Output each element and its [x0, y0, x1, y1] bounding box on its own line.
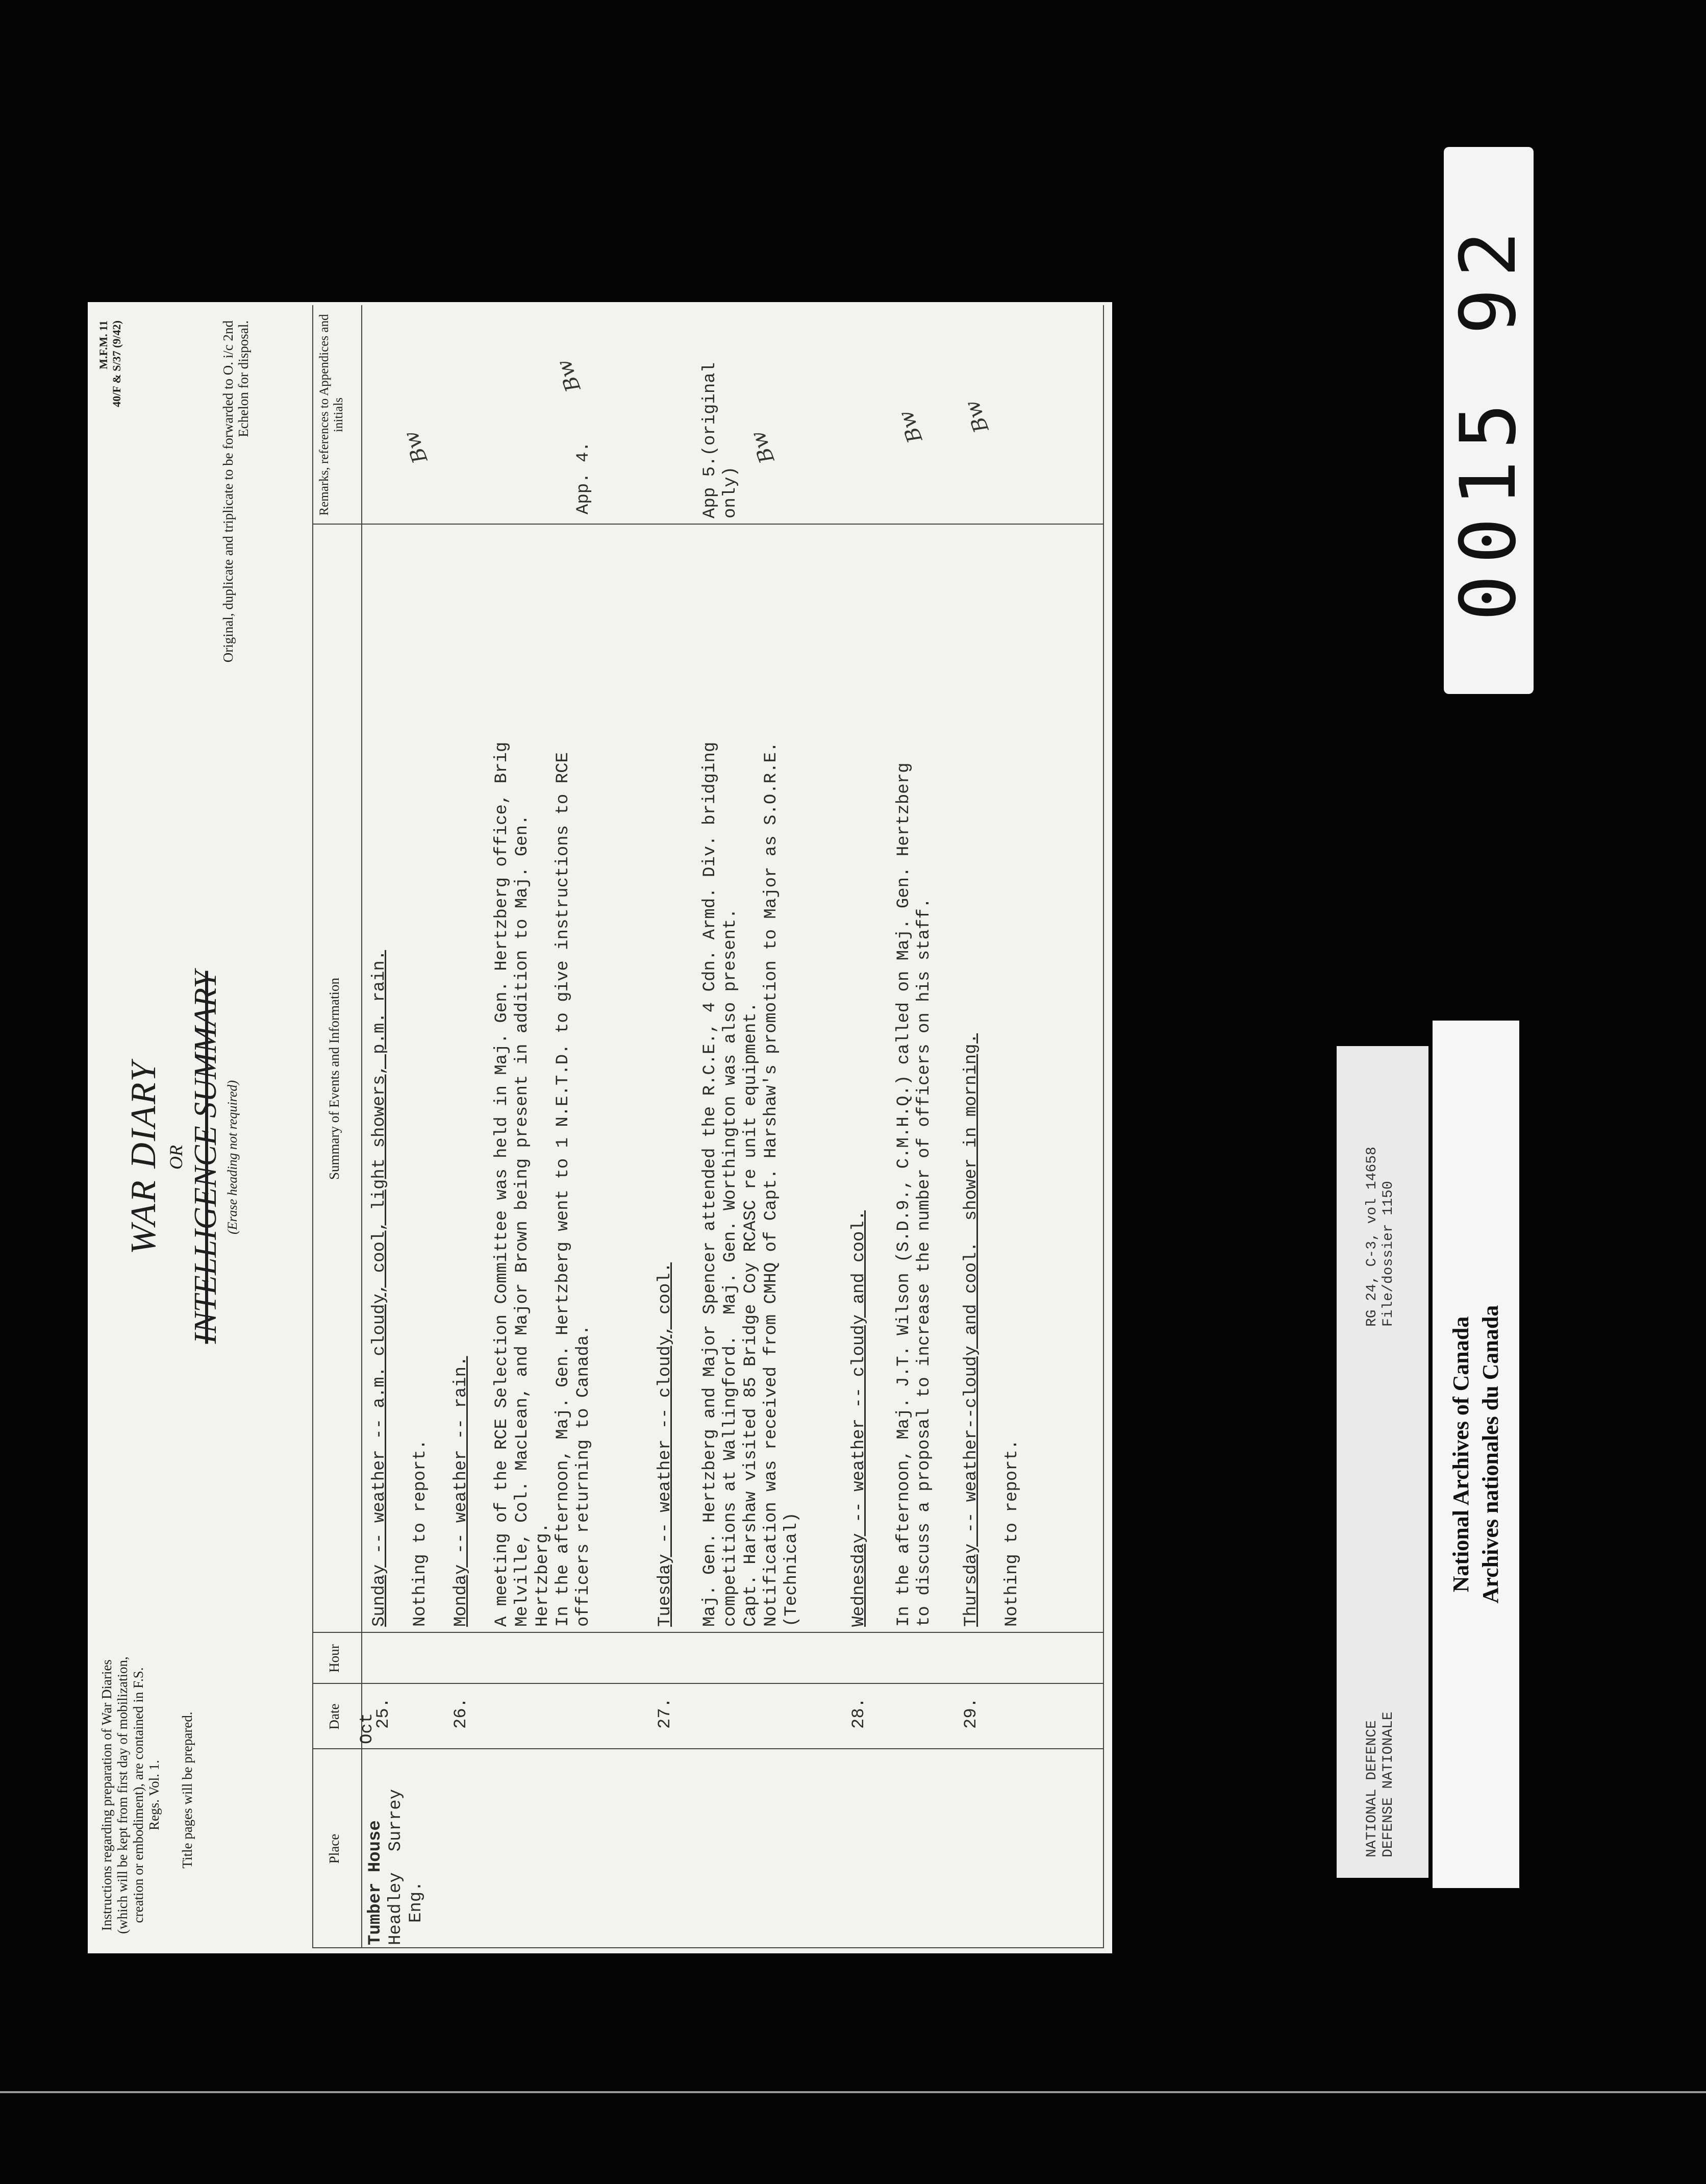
- nd-line-1: NATIONAL DEFENCE: [1364, 1720, 1380, 1857]
- place-column-divider: [312, 1748, 1103, 1749]
- entry-line: Maj. Gen. Hertzberg and Major Spencer attended the R.C.E., 4 Cdn. Armd. Div. bridging: [700, 741, 720, 1627]
- table-left-border: [312, 1947, 1103, 1948]
- title-block: [123, 877, 242, 1438]
- entry-line: officers returning to Canada.: [574, 1325, 593, 1627]
- entry-date: 27.: [656, 1697, 675, 1729]
- nac-line-french: Archives nationales du Canada: [1478, 1305, 1503, 1604]
- entry-line: Capt. Harshaw visited 85 Bridge Coy RCASC re unit equipment.: [741, 1002, 761, 1627]
- war-diary-sheet: [88, 302, 1112, 1953]
- entry-line: Wednesday -- weather -- cloudy and cool.: [849, 1210, 869, 1627]
- entry-date: 25.: [374, 1697, 393, 1729]
- header-bottom-border: [361, 305, 362, 1948]
- initials-signature: Bw: [894, 407, 927, 446]
- remarks-column-header: Remarks, references to Appendices and initials: [317, 314, 345, 516]
- entry-date: 28.: [849, 1697, 869, 1729]
- place-line-2: Headley Surrey: [386, 1789, 406, 1945]
- form-code-line-1: M.F.M. 11: [97, 320, 110, 369]
- entry-line: Notification was received from CMHQ of Capt. Harshaw's promotion to Major as S.O.R.E.: [762, 741, 781, 1627]
- entry-line: Monday -- weather -- rain.: [451, 1356, 471, 1627]
- rg-reference-line-2: File/dossier 1150: [1381, 1181, 1396, 1327]
- entry-line: Tuesday -- weather -- cloudy, cool.: [656, 1262, 675, 1627]
- entry-line: (Technical): [782, 1512, 801, 1627]
- appendix-reference: App. 4.: [574, 441, 593, 514]
- form-code-line-2: 40/F & S/37 (9/42): [110, 320, 123, 407]
- table-bottom-border: [1103, 305, 1104, 1948]
- scanner-edge-line: [0, 2091, 1706, 2093]
- entry-line: Thursday -- weather--cloudy and cool. shower in morning.: [962, 1033, 981, 1627]
- frame-number: 0015 92: [1444, 219, 1533, 622]
- war-diary-title: WAR DIARY: [124, 1060, 163, 1255]
- entry-line: Hertzberg.: [533, 1522, 553, 1627]
- national-archives-label: [1433, 1021, 1519, 1888]
- entry-line: competitions at Wallingford. Maj. Gen. Worthington was also present.: [721, 908, 740, 1627]
- entry-line: Nothing to report.: [1002, 1439, 1022, 1627]
- entry-line: Melville, Col. MacLean, and Major Brown being present in addition to Maj. Gen.: [513, 814, 532, 1627]
- place-line-1: Tumber House: [366, 1820, 385, 1945]
- initials-signature: Bw: [746, 428, 780, 466]
- entry-line: to discuss a proposal to increase the number of officers on his staff.: [915, 898, 934, 1627]
- entry-line: A meeting of the RCE Selection Committee was held in Maj. Gen. Hertzberg office, Brig: [492, 741, 512, 1627]
- entry-line: In the afternoon, Maj. J.T. Wilson (S.D.9., C.M.H.Q.) called on Maj. Gen. Hertzberg: [894, 762, 914, 1627]
- intelligence-summary-title: INTELLIGENCE SUMMARY: [188, 971, 223, 1344]
- rg-reference-line-1: RG 24, C-3, vol 14658: [1364, 1147, 1380, 1327]
- initials-signature: Bw: [552, 356, 586, 395]
- title-pages-note: Title pages will be prepared.: [180, 1711, 195, 1869]
- instructions-note: Instructions regarding preparation of War Diaries (which will be kept from first day of mobilization, creation or embodiment), are contained in F.S. Regs. Vol. 1.: [99, 1656, 162, 1934]
- date-column-header: Date: [327, 1703, 342, 1730]
- summary-column-divider: [312, 524, 1103, 525]
- table-top-border: [312, 305, 313, 1948]
- appendix-reference: App 5.(original only): [700, 362, 740, 518]
- frame-number-label: [1444, 147, 1534, 694]
- initials-signature: Bw: [960, 397, 994, 436]
- initials-signature: Bw: [399, 428, 433, 466]
- erase-heading-note: (Erase heading not required): [225, 1080, 240, 1235]
- entry-line: In the afternoon, Maj. Gen. Hertzberg went to 1 N.E.T.D. to give instructions to RCE: [554, 752, 573, 1627]
- nac-line-english: National Archives of Canada: [1448, 1316, 1473, 1593]
- title-or: OR: [166, 1145, 186, 1170]
- form-code: [97, 320, 123, 474]
- hour-column-divider: [312, 1632, 1103, 1633]
- national-defence-label: [1337, 1046, 1428, 1878]
- distribution-note: Original, duplicate and triplicate to be forwarded to O. i/c 2nd Echelon for disposal.: [220, 320, 251, 663]
- month-label: Oct: [358, 1713, 377, 1744]
- place-line-3: Eng.: [407, 1881, 426, 1923]
- entry-date: 26.: [451, 1697, 471, 1729]
- place-column-header: Place: [327, 1833, 342, 1864]
- date-column-divider: [312, 1683, 1103, 1684]
- war-diary-page: [88, 302, 1112, 1953]
- nd-line-2: DEFENSE NATIONALE: [1381, 1711, 1396, 1857]
- entry-line: Sunday -- weather -- a.m. cloudy, cool, light showers, p.m. rain.: [370, 950, 389, 1627]
- hour-column-header: Hour: [327, 1644, 342, 1673]
- summary-column-header: Summary of Events and Information: [327, 978, 342, 1180]
- entry-line: Nothing to report.: [411, 1439, 430, 1627]
- entry-date: 29.: [962, 1697, 981, 1729]
